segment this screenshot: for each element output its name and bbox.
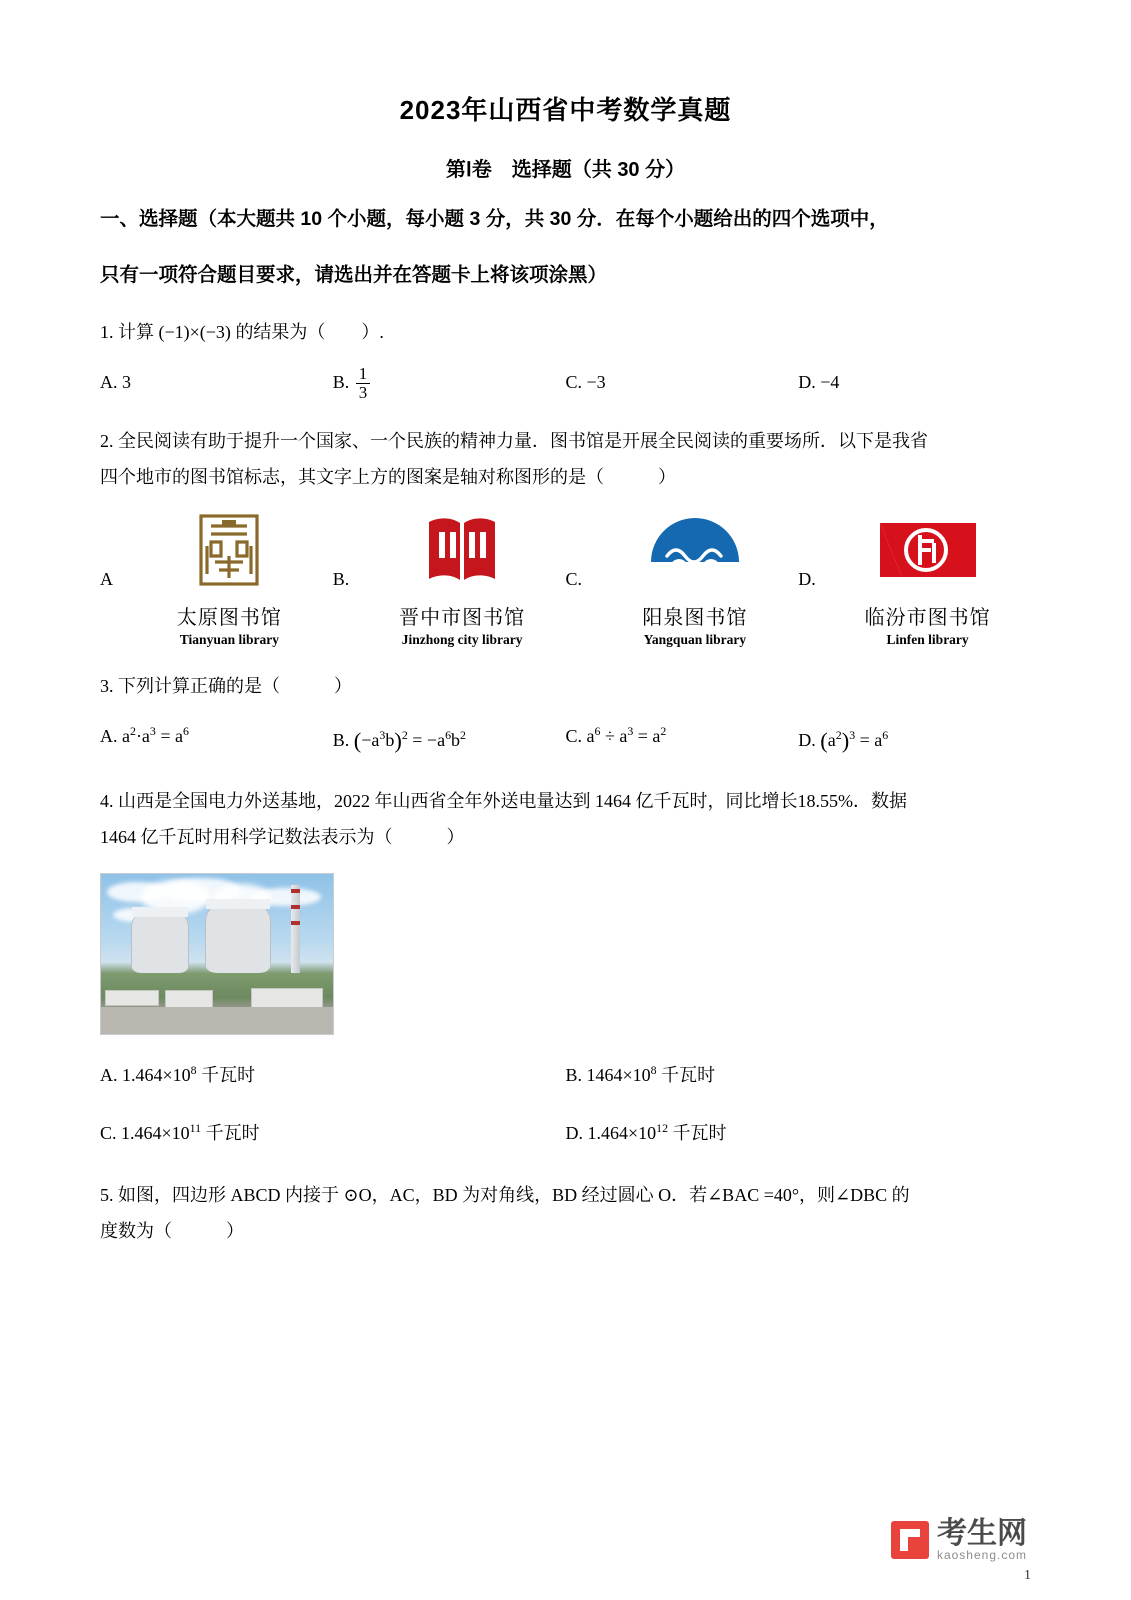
question-2-options — [100, 511, 1031, 648]
question-1-stem-pre: 计算 — [118, 322, 154, 343]
option-b-fraction — [356, 365, 371, 403]
option-a[interactable] — [100, 1057, 566, 1093]
fraction-denominator: 3 — [358, 383, 368, 403]
option-b[interactable] — [566, 1057, 1032, 1093]
question-5 — [100, 1177, 1031, 1213]
instructions-line-2: 只有一项符合题目要求，请选出并在答题卡上将该项涂黑） — [100, 264, 608, 287]
option-d-label: D. — [798, 730, 816, 751]
flag-square-icon — [824, 511, 1031, 589]
question-1-expression: (−1)×(−3) — [158, 322, 231, 343]
question-2-text-line-2-wrap — [100, 459, 1031, 495]
option-d-label: D. — [565, 1123, 583, 1144]
library-option-b[interactable] — [333, 511, 566, 648]
watermark-name-en: kaosheng.com — [936, 1548, 1027, 1563]
library-option-d[interactable] — [798, 511, 1031, 648]
option-a-math: $1.464\times 10^8$ 千瓦时 — [122, 1063, 256, 1086]
library-option-a-name-cn: 太原图书馆 — [176, 607, 282, 630]
question-2-number: 2. — [100, 431, 114, 452]
option-c[interactable] — [566, 364, 799, 403]
option-c-math: $a^6 \div a^3 = a^2$ — [586, 724, 667, 747]
question-4-figure — [100, 873, 1031, 1035]
option-d-label: D. — [798, 372, 816, 393]
option-a-math: $a^2\cdot a^3 = a^6$ — [122, 724, 189, 747]
question-5-text-line-2: 度数为（ ） — [100, 1221, 244, 1242]
sun-wave-icon — [592, 511, 799, 589]
option-a-label: A. — [100, 726, 118, 747]
option-c[interactable] — [100, 1115, 566, 1151]
question-4 — [100, 783, 1031, 819]
question-4-text-line-2-wrap — [100, 819, 1031, 855]
power-plant-cooling-towers-photo — [100, 873, 334, 1035]
option-d-math: $1.464\times 10^{12}$ 千瓦时 — [587, 1121, 727, 1144]
question-4-text-line-1: 山西是全国电力外送基地，2022 年山西省全年外送电量达到 1464 亿千瓦时，同比增长18.55%．数据 — [118, 791, 907, 812]
option-c-math: $1.464\times 10^{11}$ 千瓦时 — [121, 1121, 260, 1144]
option-b-label: B. — [565, 1065, 583, 1086]
option-c-label: C. — [100, 1123, 117, 1144]
option-a-text: 3 — [122, 372, 131, 393]
library-option-d-label: D. — [798, 569, 816, 590]
taiyuan-seal-icon — [126, 511, 333, 589]
question-5-text-line-2-wrap — [100, 1213, 1031, 1249]
option-d-math: $(a^2)^3 = a^6$ — [820, 728, 889, 754]
option-b-math: $(-a^3b)^2 = -a^6b^2$ — [353, 728, 466, 754]
kaosheng-logo-icon — [891, 1521, 929, 1559]
question-4-text-line-2: 1464 亿千瓦时用科学记数法表示为（ ） — [100, 827, 465, 848]
option-b[interactable] — [333, 364, 566, 403]
option-a-label: A. — [100, 372, 118, 393]
question-1 — [100, 314, 1031, 350]
question-3-number: 3. — [100, 676, 114, 697]
open-book-icon — [359, 511, 566, 589]
library-option-d-name-cn: 临汾市图书馆 — [864, 607, 991, 630]
library-option-b-name-cn: 晋中市图书馆 — [399, 607, 526, 630]
question-4-options-row-1 — [100, 1057, 1031, 1093]
library-option-c-label: C. — [565, 569, 583, 590]
option-b[interactable] — [333, 718, 566, 763]
question-5-number: 5. — [100, 1185, 114, 1206]
question-1-stem-post: 的结果为（ ）. — [235, 322, 384, 343]
option-b-math: $1464\times 10^8$ 千瓦时 — [586, 1063, 716, 1086]
page-number: 1 — [1024, 1568, 1031, 1583]
option-b-label: B. — [332, 730, 350, 751]
question-3 — [100, 668, 1031, 704]
option-c-text: −3 — [586, 372, 606, 393]
library-option-c-name-cn: 阳泉图书馆 — [642, 607, 748, 630]
option-a[interactable] — [100, 718, 333, 763]
question-1-options — [100, 364, 1031, 403]
paper-section-title: 第Ⅰ卷 选择题（共 30 分） — [445, 159, 686, 181]
question-5-text-line-1: 如图，四边形 ABCD 内接于 ⊙O，AC，BD 为对角线，BD 经过圆心 O．若∠BAC =40°，则∠DBC 的 — [118, 1185, 910, 1206]
option-c-label: C. — [565, 726, 583, 747]
option-b-label: B. — [332, 372, 350, 393]
option-a[interactable] — [100, 364, 333, 403]
option-d-text: −4 — [820, 372, 840, 393]
library-option-c-name-en: Yangquan library — [643, 632, 747, 648]
option-d[interactable] — [798, 718, 1031, 763]
question-3-options — [100, 718, 1031, 763]
library-option-c[interactable] — [566, 511, 799, 648]
fraction-numerator: 1 — [356, 365, 371, 385]
library-option-b-label: B. — [332, 569, 350, 590]
question-3-text: 下列计算正确的是（ ） — [118, 676, 352, 697]
library-option-a-label: A — [100, 569, 113, 590]
option-d[interactable] — [798, 364, 1031, 403]
option-c[interactable] — [566, 718, 799, 763]
question-2-text-line-1: 全民阅读有助于提升一个国家、一个民族的精神力量．图书馆是开展全民阅读的重要场所．以下是我省 — [118, 431, 928, 452]
option-a-label: A. — [100, 1065, 118, 1086]
question-1-number: 1. — [100, 322, 114, 343]
option-c-label: C. — [565, 372, 583, 393]
question-2-text-line-2: 四个地市的图书馆标志，其文字上方的图案是轴对称图形的是（ ） — [100, 467, 676, 488]
watermark-name-cn: 考生网 — [936, 1516, 1027, 1550]
instructions-line-1: 一、选择题（本大题共 10 个小题，每小题 3 分，共 30 分．在每个小题给出的四个选项中， — [100, 208, 889, 230]
option-d[interactable] — [566, 1115, 1032, 1151]
question-4-number: 4. — [100, 791, 114, 812]
watermark — [891, 1518, 1027, 1562]
page-title: 2023年山西省中考数学真题 — [399, 95, 732, 125]
library-option-a-name-en: Tianyuan library — [179, 632, 279, 648]
library-option-a[interactable] — [100, 511, 333, 648]
library-option-d-name-en: Linfen library — [886, 632, 969, 648]
question-4-options-row-2 — [100, 1115, 1031, 1151]
question-2 — [100, 423, 1031, 459]
library-option-b-name-en: Jinzhong city library — [401, 632, 523, 648]
